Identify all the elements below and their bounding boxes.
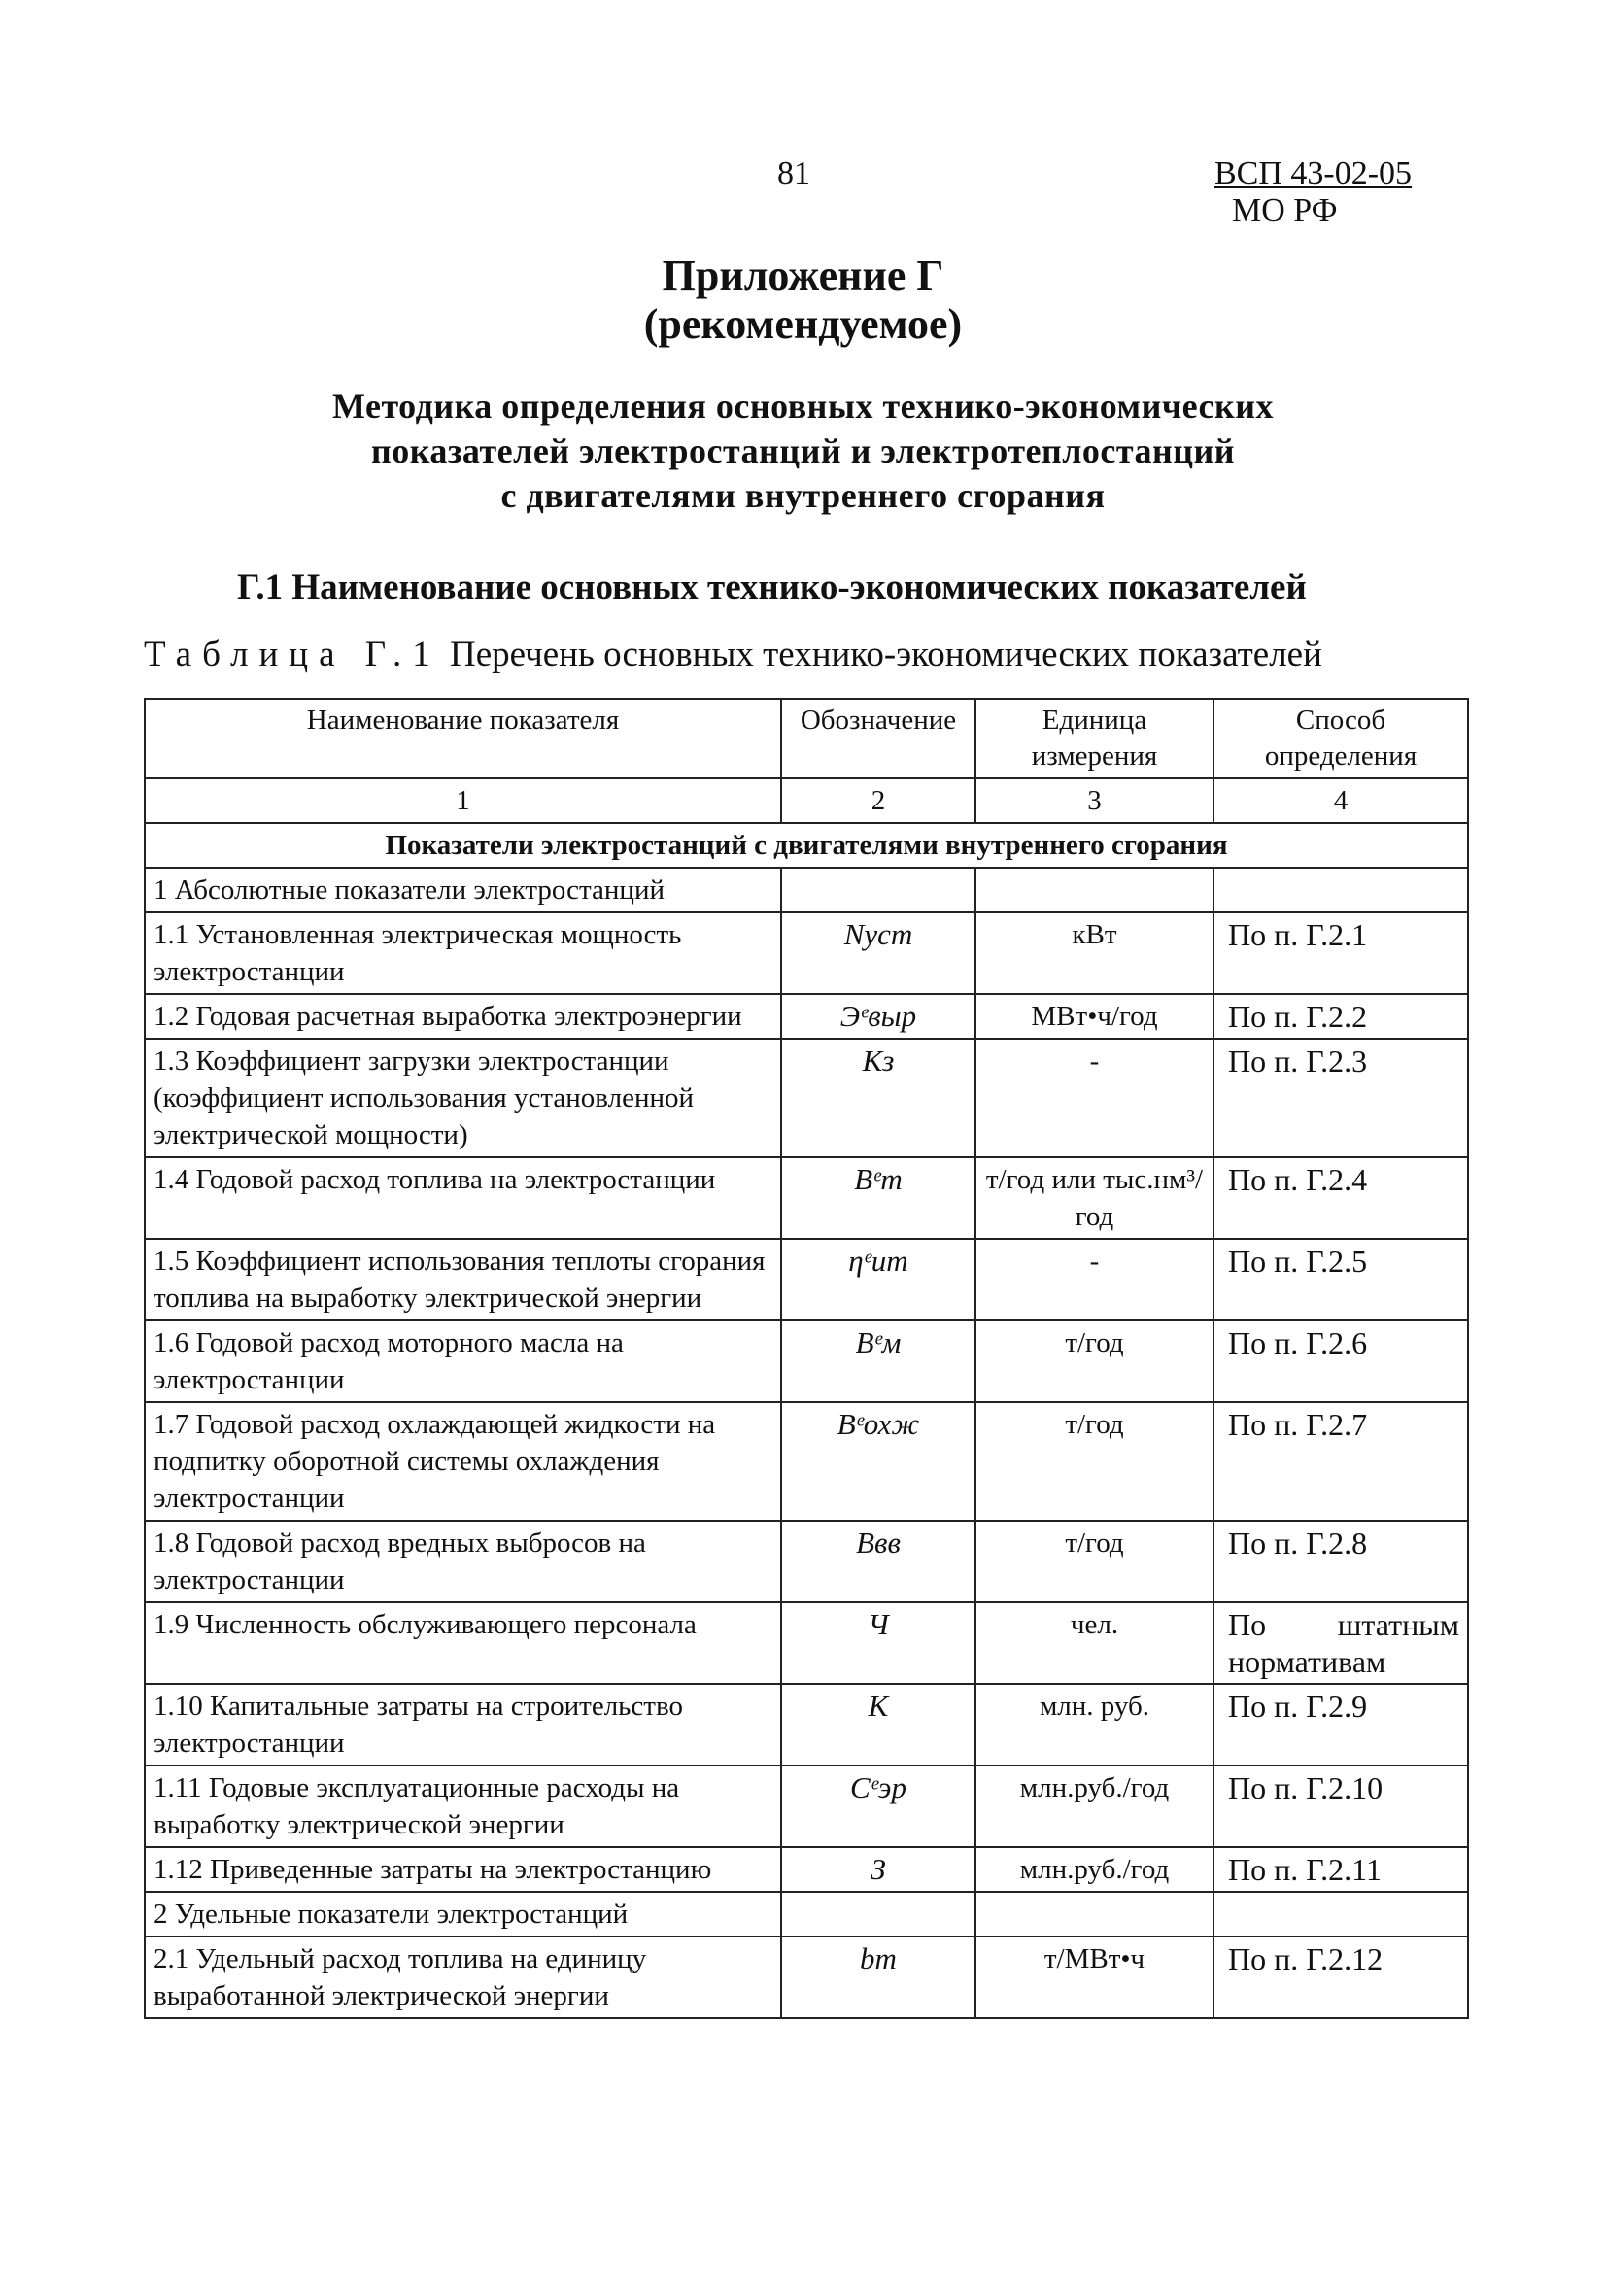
table-row <box>145 1602 1468 1684</box>
indicator-name-cell: 1.10 Капитальные затраты на строительство электростанции <box>145 1684 781 1765</box>
method-cell: По п. Г.2.8 <box>1213 1521 1468 1602</box>
symbol-cell: Nуст <box>781 912 975 994</box>
page-number: 81 <box>777 155 810 191</box>
symbol-cell: Bᵉт <box>781 1157 975 1239</box>
table-row <box>145 1521 1468 1602</box>
symbol-cell: K <box>781 1684 975 1765</box>
unit-cell: МВт•ч/год <box>975 994 1213 1039</box>
unit-cell: т/год или тыс.нм³/год <box>975 1157 1213 1239</box>
symbol-cell <box>781 1892 975 1936</box>
method-cell: По штатным нормативам <box>1213 1602 1468 1684</box>
table-row <box>145 1892 1468 1936</box>
method-cell: По п. Г.2.12 <box>1213 1936 1468 2018</box>
unit-cell <box>975 1892 1213 1936</box>
indicator-name-cell: 1.6 Годовой расход моторного масла на электростанции <box>145 1320 781 1402</box>
table-caption <box>144 634 1322 675</box>
unit-cell: т/год <box>975 1320 1213 1402</box>
table-group-row <box>145 823 1468 868</box>
col-header-name: Наименование показателя <box>145 699 781 778</box>
table-header-row <box>145 699 1468 778</box>
indicator-name-cell: 1.3 Коэффициент загрузки электростанции (коэффициент использования установленной электрической мощности) <box>145 1039 781 1157</box>
method-cell: По п. Г.2.6 <box>1213 1320 1468 1402</box>
indicator-name-cell: 1.4 Годовой расход топлива на электростанции <box>145 1157 781 1239</box>
unit-cell: т/год <box>975 1521 1213 1602</box>
method-cell: По п. Г.2.7 <box>1213 1402 1468 1521</box>
indicator-name-cell: 1.1 Установленная электрическая мощность электростанции <box>145 912 781 994</box>
col-header-symbol: Обозначение <box>781 699 975 778</box>
method-cell: По п. Г.2.2 <box>1213 994 1468 1039</box>
table-row <box>145 912 1468 994</box>
symbol-cell: Cᵉэр <box>781 1765 975 1847</box>
appendix-title: Приложение Г <box>662 252 944 299</box>
unit-cell: т/год <box>975 1402 1213 1521</box>
table-caption-text: Перечень основных технико-экономических показателей <box>449 634 1322 674</box>
table-row <box>145 1239 1468 1320</box>
unit-cell: - <box>975 1239 1213 1320</box>
indicator-name-cell: 1.2 Годовая расчетная выработка электроэнергии <box>145 994 781 1039</box>
indicator-name-cell: 1.11 Годовые эксплуатационные расходы на выработку электрической энергии <box>145 1765 781 1847</box>
indicator-name-cell: 1 Абсолютные показатели электростанций <box>145 868 781 912</box>
unit-cell: - <box>975 1039 1213 1157</box>
table-column-numbers-row <box>145 778 1468 823</box>
method-cell: По п. Г.2.3 <box>1213 1039 1468 1157</box>
symbol-cell: Bᵉм <box>781 1320 975 1402</box>
symbol-cell: Kз <box>781 1039 975 1157</box>
unit-cell: кВт <box>975 912 1213 994</box>
table-row <box>145 1765 1468 1847</box>
unit-cell: чел. <box>975 1602 1213 1684</box>
symbol-cell: bт <box>781 1936 975 2018</box>
table-row <box>145 1320 1468 1402</box>
table-row <box>145 868 1468 912</box>
indicator-name-cell: 2 Удельные показатели электростанций <box>145 1892 781 1936</box>
method-cell <box>1213 868 1468 912</box>
col-header-unit: Единица измерения <box>975 699 1213 778</box>
symbol-cell: ηᵉит <box>781 1239 975 1320</box>
indicator-name-cell: 1.12 Приведенные затраты на электростанцию <box>145 1847 781 1892</box>
table-row <box>145 1684 1468 1765</box>
method-cell: По п. Г.2.4 <box>1213 1157 1468 1239</box>
table-row <box>145 1402 1468 1521</box>
table-row <box>145 1157 1468 1239</box>
col-number: 3 <box>975 778 1213 823</box>
col-number: 1 <box>145 778 781 823</box>
symbol-cell: З <box>781 1847 975 1892</box>
indicator-name-cell: 1.7 Годовой расход охлаждающей жидкости на подпитку оборотной системы охлаждения электростанции <box>145 1402 781 1521</box>
unit-cell: млн.руб./год <box>975 1765 1213 1847</box>
indicator-name-cell: 2.1 Удельный расход топлива на единицу выработанной электрической энергии <box>145 1936 781 2018</box>
symbol-cell: Bᵉохж <box>781 1402 975 1521</box>
method-cell: По п. Г.2.5 <box>1213 1239 1468 1320</box>
symbol-cell: Эᵉвыр <box>781 994 975 1039</box>
indicator-name-cell: 1.8 Годовой расход вредных выбросов на электростанции <box>145 1521 781 1602</box>
doc-code: ВСП 43-02-05 <box>1214 155 1413 191</box>
table-row <box>145 1936 1468 2018</box>
method-title-line: Методика определения основных технико-экономических <box>331 387 1275 426</box>
unit-cell <box>975 868 1213 912</box>
symbol-cell: Ч <box>781 1602 975 1684</box>
col-header-method: Способ определения <box>1213 699 1468 778</box>
col-number: 4 <box>1213 778 1468 823</box>
method-cell: По п. Г.2.9 <box>1213 1684 1468 1765</box>
unit-cell: млн.руб./год <box>975 1847 1213 1892</box>
method-title-line: с двигателями внутреннего сгорания <box>500 476 1106 515</box>
method-title-line: показателей электростанций и электротеплостанций <box>370 431 1235 470</box>
indicators-table <box>144 698 1469 2019</box>
indicator-name-cell: 1.9 Численность обслуживающего персонала <box>145 1602 781 1684</box>
unit-cell: млн. руб. <box>975 1684 1213 1765</box>
table-row <box>145 1039 1468 1157</box>
method-cell <box>1213 1892 1468 1936</box>
method-cell: По п. Г.2.10 <box>1213 1765 1468 1847</box>
group-title: Показатели электростанций с двигателями внутреннего сгорания <box>145 823 1468 868</box>
method-title <box>0 384 1606 518</box>
table-row <box>145 1847 1468 1892</box>
table-row <box>145 994 1468 1039</box>
appendix-subtitle: (рекомендуемое) <box>643 300 963 348</box>
symbol-cell: Bвв <box>781 1521 975 1602</box>
table-caption-label: Таблица Г.1 <box>144 634 441 674</box>
method-cell: По п. Г.2.1 <box>1213 912 1468 994</box>
unit-cell: т/МВт•ч <box>975 1936 1213 2018</box>
section-heading: Г.1 Наименование основных технико-экономических показателей <box>237 567 1307 607</box>
indicator-name-cell: 1.5 Коэффициент использования теплоты сгорания топлива на выработку электрической энергии <box>145 1239 781 1320</box>
doc-org: МО РФ <box>1232 192 1338 228</box>
col-number: 2 <box>781 778 975 823</box>
method-cell: По п. Г.2.11 <box>1213 1847 1468 1892</box>
symbol-cell <box>781 868 975 912</box>
